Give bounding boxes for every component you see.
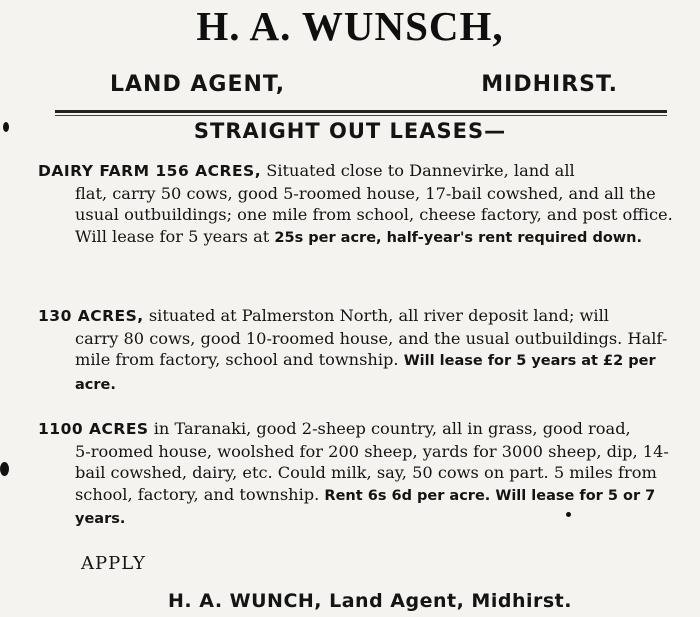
listing-body [38,441,698,531]
listing-text: carry 80 cows, good 10-roomed house, and the usual outbuildings. Half-mile from factory, school and township. [75,328,668,370]
listing-terms: Will lease for 5 years at £2 per acre. [75,353,656,393]
print-speck [3,122,9,132]
signature-line: H. A. WUNCH, Land Agent, Midhirst. [168,590,572,612]
agent-place: MIDHIRST. [481,72,618,97]
print-speck [566,512,571,517]
listing-text: 5-roomed house, woolshed for 200 sheep, yards for 3000 sheep, dip, 14-bail cowshed, dairy, etc. Could milk, say, 50 cows on part. 5 miles from school, factory, and township. [75,441,669,504]
listing-first-line [38,305,698,328]
listing-text-first: in Taranaki, good 2-sheep country, all in grass, good road, [148,419,631,438]
listing-130-acres [38,305,698,396]
listing-1100-acres [38,418,698,531]
listing-first-line [38,418,698,441]
header-rule [55,110,667,116]
agent-line [0,72,700,102]
agent-role: LAND AGENT, [110,72,286,97]
listing-text-first: situated at Palmerston North, all river deposit land; will [143,306,609,325]
listing-terms: 25s per acre, half-year's rent required down. [274,229,643,246]
listing-lead: 130 ACRES, [38,307,144,325]
listing-body [38,183,698,250]
listing-lead: 1100 ACRES [38,420,149,438]
listing-first-line [38,160,698,183]
listing-lead: DAIRY FARM 156 ACRES, [38,162,262,180]
listing-terms: Rent 6s 6d per acre. Will lease for 5 or 7 years. [75,487,656,528]
listing-text-first: Situated close to Dannevirke, land all [261,161,575,180]
apply-label: APPLY [81,553,146,574]
advertiser-name: H. A. WUNSCH, [196,3,504,49]
listing-dairy-farm [38,160,698,249]
listing-text: flat, carry 50 cows, good 5-roomed house, 17-bail cowshed, and all the usual outbuildings; one mile from school, cheese factory, and post office. Will lease for 5 years at [75,183,673,246]
print-speck [0,462,9,476]
section-heading: STRAIGHT OUT LEASES— [193,119,507,143]
listing-body [38,328,698,397]
